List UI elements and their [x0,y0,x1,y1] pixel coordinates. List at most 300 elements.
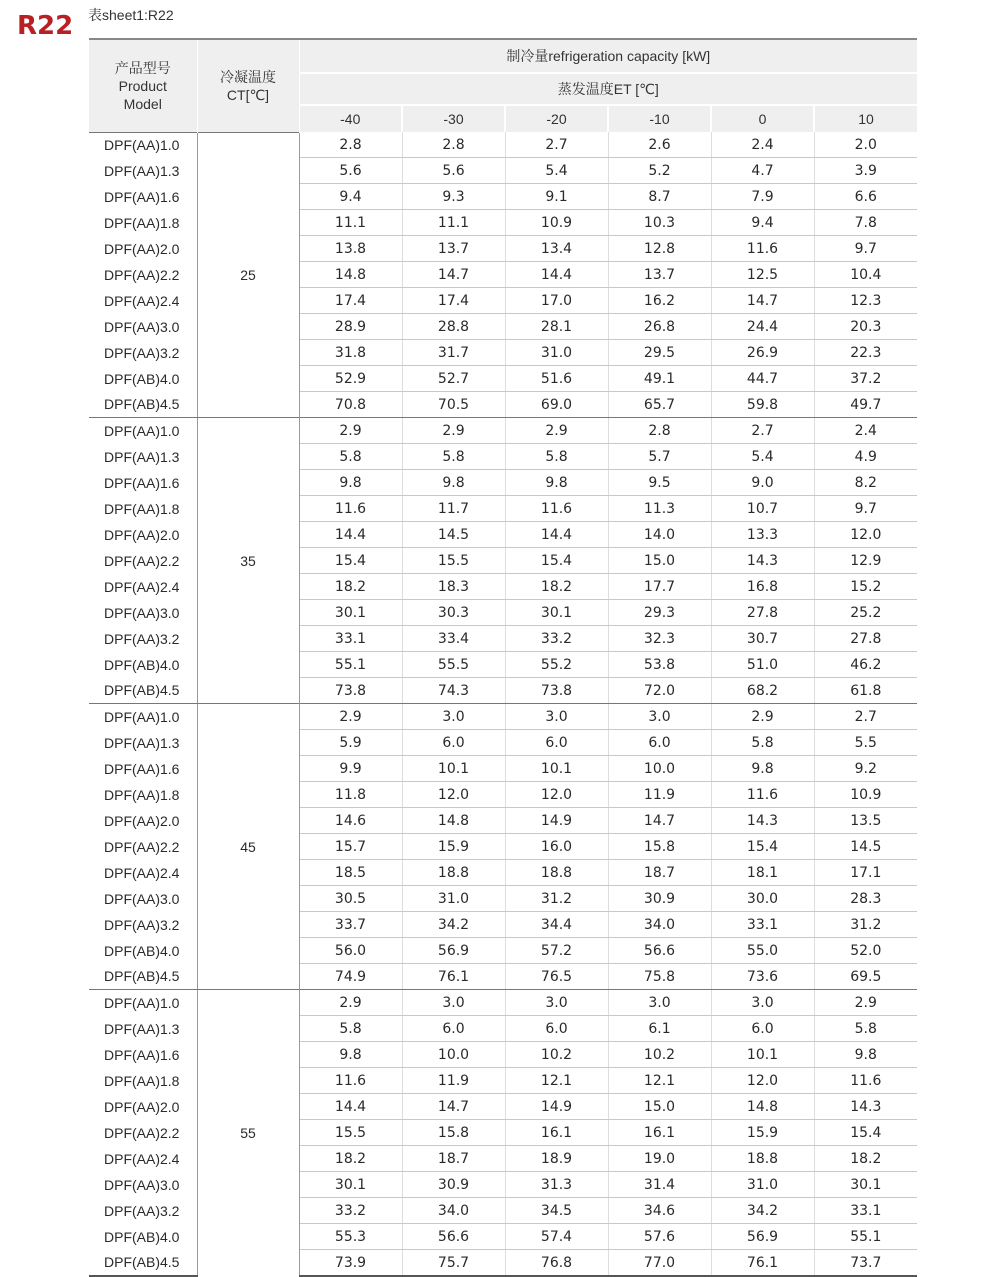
capacity-cell: 52.9 [299,366,402,392]
capacity-cell: 26.8 [608,314,711,340]
capacity-cell: 18.1 [711,860,814,886]
capacity-cell: 15.4 [299,548,402,574]
model-cell: DPF(AA)1.8 [89,210,197,236]
capacity-cell: 13.5 [814,808,917,834]
capacity-cell: 34.5 [505,1198,608,1224]
capacity-cell: 33.1 [299,626,402,652]
header-condensing-temp [197,39,299,132]
model-cell: DPF(AA)1.0 [89,418,197,444]
capacity-cell: 55.0 [711,938,814,964]
capacity-cell: 15.2 [814,574,917,600]
capacity-cell: 5.8 [402,444,505,470]
capacity-cell: 9.8 [711,756,814,782]
header-model-en1: Product [118,77,167,94]
capacity-cell: 5.5 [814,730,917,756]
capacity-cell: 3.9 [814,158,917,184]
capacity-cell: 15.5 [402,548,505,574]
capacity-cell: 8.2 [814,470,917,496]
model-cell: DPF(AB)4.5 [89,678,197,704]
capacity-cell: 76.5 [505,964,608,990]
capacity-cell: 14.7 [711,288,814,314]
capacity-cell: 65.7 [608,392,711,418]
capacity-cell: 5.4 [505,158,608,184]
model-cell: DPF(AA)2.2 [89,834,197,860]
capacity-cell: 10.0 [608,756,711,782]
capacity-cell: 18.2 [814,1146,917,1172]
capacity-cell: 2.9 [299,704,402,730]
header-et-col: -20 [505,105,608,132]
model-cell: DPF(AB)4.5 [89,1250,197,1277]
model-cell: DPF(AA)3.2 [89,912,197,938]
model-cell: DPF(AA)1.6 [89,756,197,782]
capacity-cell: 26.9 [711,340,814,366]
model-cell: DPF(AA)1.8 [89,1068,197,1094]
capacity-cell: 9.4 [711,210,814,236]
capacity-cell: 2.7 [711,418,814,444]
capacity-cell: 12.5 [711,262,814,288]
capacity-cell: 18.5 [299,860,402,886]
capacity-cell: 14.4 [299,522,402,548]
capacity-cell: 6.0 [402,730,505,756]
capacity-cell: 51.6 [505,366,608,392]
capacity-cell: 2.4 [711,132,814,158]
capacity-cell: 33.2 [505,626,608,652]
capacity-cell: 2.9 [299,418,402,444]
header-et-col: -40 [299,105,402,132]
capacity-cell: 11.9 [608,782,711,808]
capacity-cell: 14.6 [299,808,402,834]
capacity-cell: 14.3 [711,808,814,834]
capacity-cell: 9.9 [299,756,402,782]
capacity-cell: 14.9 [505,808,608,834]
capacity-cell: 2.6 [608,132,711,158]
model-cell: DPF(AA)3.2 [89,340,197,366]
capacity-cell: 4.7 [711,158,814,184]
capacity-cell: 30.9 [608,886,711,912]
capacity-cell: 49.7 [814,392,917,418]
capacity-cell: 11.6 [711,782,814,808]
table-row [89,132,917,158]
capacity-cell: 11.9 [402,1068,505,1094]
model-cell: DPF(AA)2.0 [89,236,197,262]
capacity-cell: 6.0 [608,730,711,756]
capacity-cell: 15.0 [608,1094,711,1120]
capacity-cell: 52.0 [814,938,917,964]
capacity-cell: 11.8 [299,782,402,808]
capacity-cell: 30.9 [402,1172,505,1198]
capacity-cell: 69.0 [505,392,608,418]
capacity-cell: 34.4 [505,912,608,938]
table-row [89,418,917,444]
capacity-cell: 2.9 [814,990,917,1016]
capacity-cell: 5.2 [608,158,711,184]
capacity-cell: 7.9 [711,184,814,210]
capacity-cell: 9.7 [814,236,917,262]
capacity-cell: 10.2 [608,1042,711,1068]
capacity-cell: 34.2 [711,1198,814,1224]
capacity-cell: 34.0 [402,1198,505,1224]
capacity-cell: 9.8 [299,1042,402,1068]
header-et-col: -30 [402,105,505,132]
capacity-cell: 11.1 [402,210,505,236]
capacity-cell: 2.8 [402,132,505,158]
capacity-cell: 73.6 [711,964,814,990]
capacity-cell: 18.8 [711,1146,814,1172]
capacity-cell: 15.4 [711,834,814,860]
capacity-cell: 14.9 [505,1094,608,1120]
capacity-cell: 3.0 [608,990,711,1016]
capacity-cell: 2.9 [711,704,814,730]
capacity-cell: 16.8 [711,574,814,600]
capacity-cell: 28.1 [505,314,608,340]
model-cell: DPF(AA)1.0 [89,132,197,158]
capacity-cell: 14.3 [711,548,814,574]
capacity-cell: 9.2 [814,756,917,782]
capacity-cell: 17.0 [505,288,608,314]
ct-cell: 45 [197,704,299,990]
capacity-cell: 24.4 [711,314,814,340]
capacity-cell: 15.7 [299,834,402,860]
capacity-cell: 14.7 [402,1094,505,1120]
capacity-cell: 31.8 [299,340,402,366]
capacity-cell: 10.2 [505,1042,608,1068]
table-header [89,39,917,132]
capacity-cell: 10.7 [711,496,814,522]
capacity-cell: 17.7 [608,574,711,600]
capacity-cell: 3.0 [402,990,505,1016]
capacity-cell: 18.7 [608,860,711,886]
model-cell: DPF(AA)2.4 [89,574,197,600]
capacity-cell: 9.8 [402,470,505,496]
capacity-cell: 14.8 [299,262,402,288]
capacity-cell: 27.8 [814,626,917,652]
capacity-cell: 56.9 [402,938,505,964]
capacity-cell: 55.5 [402,652,505,678]
capacity-cell: 55.3 [299,1224,402,1250]
capacity-cell: 31.0 [402,886,505,912]
header-et-col: 0 [711,105,814,132]
capacity-cell: 11.7 [402,496,505,522]
model-cell: DPF(AA)3.2 [89,1198,197,1224]
capacity-cell: 73.8 [505,678,608,704]
model-cell: DPF(AA)2.0 [89,522,197,548]
capacity-cell: 61.8 [814,678,917,704]
capacity-cell: 15.8 [402,1120,505,1146]
capacity-cell: 51.0 [711,652,814,678]
header-ct-cn: 冷凝温度 [220,68,276,85]
capacity-cell: 12.0 [814,522,917,548]
capacity-cell: 57.6 [608,1224,711,1250]
capacity-cell: 5.8 [299,1016,402,1042]
capacity-cell: 18.2 [299,1146,402,1172]
capacity-cell: 3.0 [711,990,814,1016]
capacity-cell: 3.0 [505,990,608,1016]
capacity-cell: 46.2 [814,652,917,678]
capacity-cell: 18.8 [505,860,608,886]
capacity-cell: 68.2 [711,678,814,704]
capacity-cell: 73.7 [814,1250,917,1277]
capacity-cell: 14.4 [505,522,608,548]
capacity-cell: 16.1 [505,1120,608,1146]
capacity-cell: 2.8 [299,132,402,158]
capacity-cell: 22.3 [814,340,917,366]
capacity-cell: 33.2 [299,1198,402,1224]
model-cell: DPF(AA)2.4 [89,1146,197,1172]
capacity-cell: 17.1 [814,860,917,886]
capacity-cell: 5.8 [505,444,608,470]
capacity-cell: 53.8 [608,652,711,678]
capacity-cell: 31.2 [505,886,608,912]
capacity-cell: 73.9 [299,1250,402,1277]
capacity-cell: 11.6 [299,496,402,522]
capacity-cell: 75.8 [608,964,711,990]
capacity-cell: 5.7 [608,444,711,470]
table-row [89,704,917,730]
capacity-cell: 55.2 [505,652,608,678]
capacity-table [89,38,917,1277]
capacity-cell: 16.2 [608,288,711,314]
capacity-cell: 30.1 [299,1172,402,1198]
capacity-cell: 18.2 [299,574,402,600]
capacity-cell: 33.1 [711,912,814,938]
ct-cell: 25 [197,132,299,418]
capacity-cell: 5.6 [402,158,505,184]
capacity-cell: 14.8 [402,808,505,834]
capacity-cell: 33.4 [402,626,505,652]
model-cell: DPF(AA)1.6 [89,470,197,496]
capacity-cell: 18.2 [505,574,608,600]
capacity-cell: 28.8 [402,314,505,340]
capacity-cell: 2.7 [505,132,608,158]
header-model-cn: 产品型号 [114,59,171,76]
capacity-cell: 5.8 [814,1016,917,1042]
capacity-cell: 9.5 [608,470,711,496]
capacity-cell: 30.0 [711,886,814,912]
capacity-cell: 37.2 [814,366,917,392]
capacity-cell: 2.7 [814,704,917,730]
header-model-en2: Model [123,95,162,112]
capacity-cell: 12.9 [814,548,917,574]
capacity-cell: 10.1 [711,1042,814,1068]
model-cell: DPF(AB)4.0 [89,652,197,678]
capacity-cell: 70.8 [299,392,402,418]
model-cell: DPF(AA)1.3 [89,158,197,184]
capacity-cell: 34.2 [402,912,505,938]
capacity-cell: 15.4 [505,548,608,574]
capacity-cell: 3.0 [505,704,608,730]
capacity-cell: 18.3 [402,574,505,600]
capacity-cell: 17.4 [299,288,402,314]
capacity-cell: 19.0 [608,1146,711,1172]
capacity-cell: 49.1 [608,366,711,392]
capacity-cell: 6.6 [814,184,917,210]
capacity-cell: 10.0 [402,1042,505,1068]
capacity-cell: 11.6 [814,1068,917,1094]
capacity-cell: 27.8 [711,600,814,626]
capacity-cell: 9.8 [814,1042,917,1068]
capacity-cell: 15.8 [608,834,711,860]
capacity-cell: 5.4 [711,444,814,470]
model-cell: DPF(AA)1.3 [89,1016,197,1042]
capacity-cell: 15.5 [299,1120,402,1146]
model-cell: DPF(AB)4.5 [89,964,197,990]
capacity-cell: 12.0 [711,1068,814,1094]
capacity-cell: 15.0 [608,548,711,574]
capacity-cell: 15.9 [402,834,505,860]
capacity-cell: 2.9 [505,418,608,444]
capacity-cell: 56.9 [711,1224,814,1250]
capacity-cell: 32.3 [608,626,711,652]
capacity-cell: 14.5 [402,522,505,548]
capacity-cell: 10.1 [402,756,505,782]
model-cell: DPF(AA)3.2 [89,626,197,652]
capacity-cell: 72.0 [608,678,711,704]
capacity-cell: 14.8 [711,1094,814,1120]
model-cell: DPF(AA)2.4 [89,288,197,314]
header-product-model [89,39,197,132]
capacity-cell: 13.4 [505,236,608,262]
capacity-cell: 75.7 [402,1250,505,1277]
capacity-cell: 59.8 [711,392,814,418]
table-body [89,132,917,1276]
header-evaporating-temp: 蒸发温度ET [℃] [299,73,917,105]
capacity-cell: 14.7 [402,262,505,288]
capacity-cell: 70.5 [402,392,505,418]
header-capacity: 制冷量refrigeration capacity [kW] [299,39,917,73]
capacity-cell: 29.3 [608,600,711,626]
capacity-cell: 11.3 [608,496,711,522]
capacity-cell: 74.3 [402,678,505,704]
capacity-cell: 8.7 [608,184,711,210]
capacity-cell: 2.9 [299,990,402,1016]
capacity-cell: 9.8 [299,470,402,496]
capacity-cell: 10.3 [608,210,711,236]
model-cell: DPF(AA)2.2 [89,1120,197,1146]
model-cell: DPF(AA)3.0 [89,314,197,340]
model-cell: DPF(AA)2.0 [89,1094,197,1120]
capacity-cell: 7.8 [814,210,917,236]
capacity-cell: 30.3 [402,600,505,626]
capacity-cell: 30.5 [299,886,402,912]
capacity-cell: 44.7 [711,366,814,392]
capacity-cell: 30.7 [711,626,814,652]
capacity-cell: 11.6 [711,236,814,262]
capacity-cell: 13.7 [402,236,505,262]
capacity-cell: 6.1 [608,1016,711,1042]
capacity-cell: 56.6 [402,1224,505,1250]
capacity-cell: 6.0 [402,1016,505,1042]
capacity-cell: 13.3 [711,522,814,548]
capacity-cell: 12.1 [608,1068,711,1094]
capacity-cell: 6.0 [505,1016,608,1042]
capacity-cell: 13.8 [299,236,402,262]
capacity-cell: 15.9 [711,1120,814,1146]
capacity-cell: 31.2 [814,912,917,938]
capacity-cell: 56.0 [299,938,402,964]
capacity-cell: 29.5 [608,340,711,366]
capacity-cell: 31.0 [505,340,608,366]
capacity-cell: 73.8 [299,678,402,704]
capacity-cell: 3.0 [402,704,505,730]
capacity-cell: 74.9 [299,964,402,990]
capacity-cell: 69.5 [814,964,917,990]
capacity-cell: 18.8 [402,860,505,886]
capacity-cell: 12.8 [608,236,711,262]
capacity-cell: 34.0 [608,912,711,938]
capacity-cell: 12.0 [402,782,505,808]
capacity-cell: 18.7 [402,1146,505,1172]
model-cell: DPF(AB)4.0 [89,366,197,392]
capacity-cell: 9.7 [814,496,917,522]
capacity-cell: 2.0 [814,132,917,158]
capacity-cell: 10.9 [505,210,608,236]
capacity-cell: 77.0 [608,1250,711,1277]
capacity-cell: 5.8 [711,730,814,756]
capacity-cell: 55.1 [299,652,402,678]
capacity-cell: 30.1 [299,600,402,626]
model-cell: DPF(AB)4.5 [89,392,197,418]
capacity-cell: 57.2 [505,938,608,964]
capacity-cell: 6.0 [505,730,608,756]
model-cell: DPF(AA)2.2 [89,262,197,288]
model-cell: DPF(AA)1.6 [89,184,197,210]
model-cell: DPF(AA)1.0 [89,704,197,730]
model-cell: DPF(AA)3.0 [89,886,197,912]
table-row [89,990,917,1016]
header-et-col: -10 [608,105,711,132]
capacity-cell: 5.9 [299,730,402,756]
model-cell: DPF(AB)4.0 [89,938,197,964]
capacity-cell: 28.9 [299,314,402,340]
capacity-cell: 6.0 [711,1016,814,1042]
capacity-cell: 10.9 [814,782,917,808]
ct-cell: 35 [197,418,299,704]
capacity-cell: 9.3 [402,184,505,210]
capacity-cell: 33.7 [299,912,402,938]
capacity-cell: 2.4 [814,418,917,444]
capacity-cell: 31.0 [711,1172,814,1198]
capacity-cell: 9.0 [711,470,814,496]
model-cell: DPF(AA)3.0 [89,600,197,626]
capacity-cell: 57.4 [505,1224,608,1250]
model-cell: DPF(AA)3.0 [89,1172,197,1198]
model-cell: DPF(AB)4.0 [89,1224,197,1250]
capacity-cell: 14.3 [814,1094,917,1120]
model-cell: DPF(AA)2.2 [89,548,197,574]
capacity-cell: 15.4 [814,1120,917,1146]
capacity-cell: 5.8 [299,444,402,470]
capacity-cell: 30.1 [814,1172,917,1198]
capacity-cell: 14.5 [814,834,917,860]
capacity-cell: 52.7 [402,366,505,392]
capacity-cell: 33.1 [814,1198,917,1224]
capacity-cell: 9.8 [505,470,608,496]
capacity-cell: 14.4 [505,262,608,288]
capacity-cell: 76.1 [711,1250,814,1277]
capacity-cell: 31.3 [505,1172,608,1198]
model-cell: DPF(AA)1.8 [89,782,197,808]
capacity-cell: 16.0 [505,834,608,860]
capacity-cell: 28.3 [814,886,917,912]
capacity-cell: 11.1 [299,210,402,236]
capacity-cell: 11.6 [505,496,608,522]
model-cell: DPF(AA)1.0 [89,990,197,1016]
model-cell: DPF(AA)1.6 [89,1042,197,1068]
ct-cell: 55 [197,990,299,1277]
model-cell: DPF(AA)2.0 [89,808,197,834]
capacity-cell: 55.1 [814,1224,917,1250]
capacity-cell: 13.7 [608,262,711,288]
